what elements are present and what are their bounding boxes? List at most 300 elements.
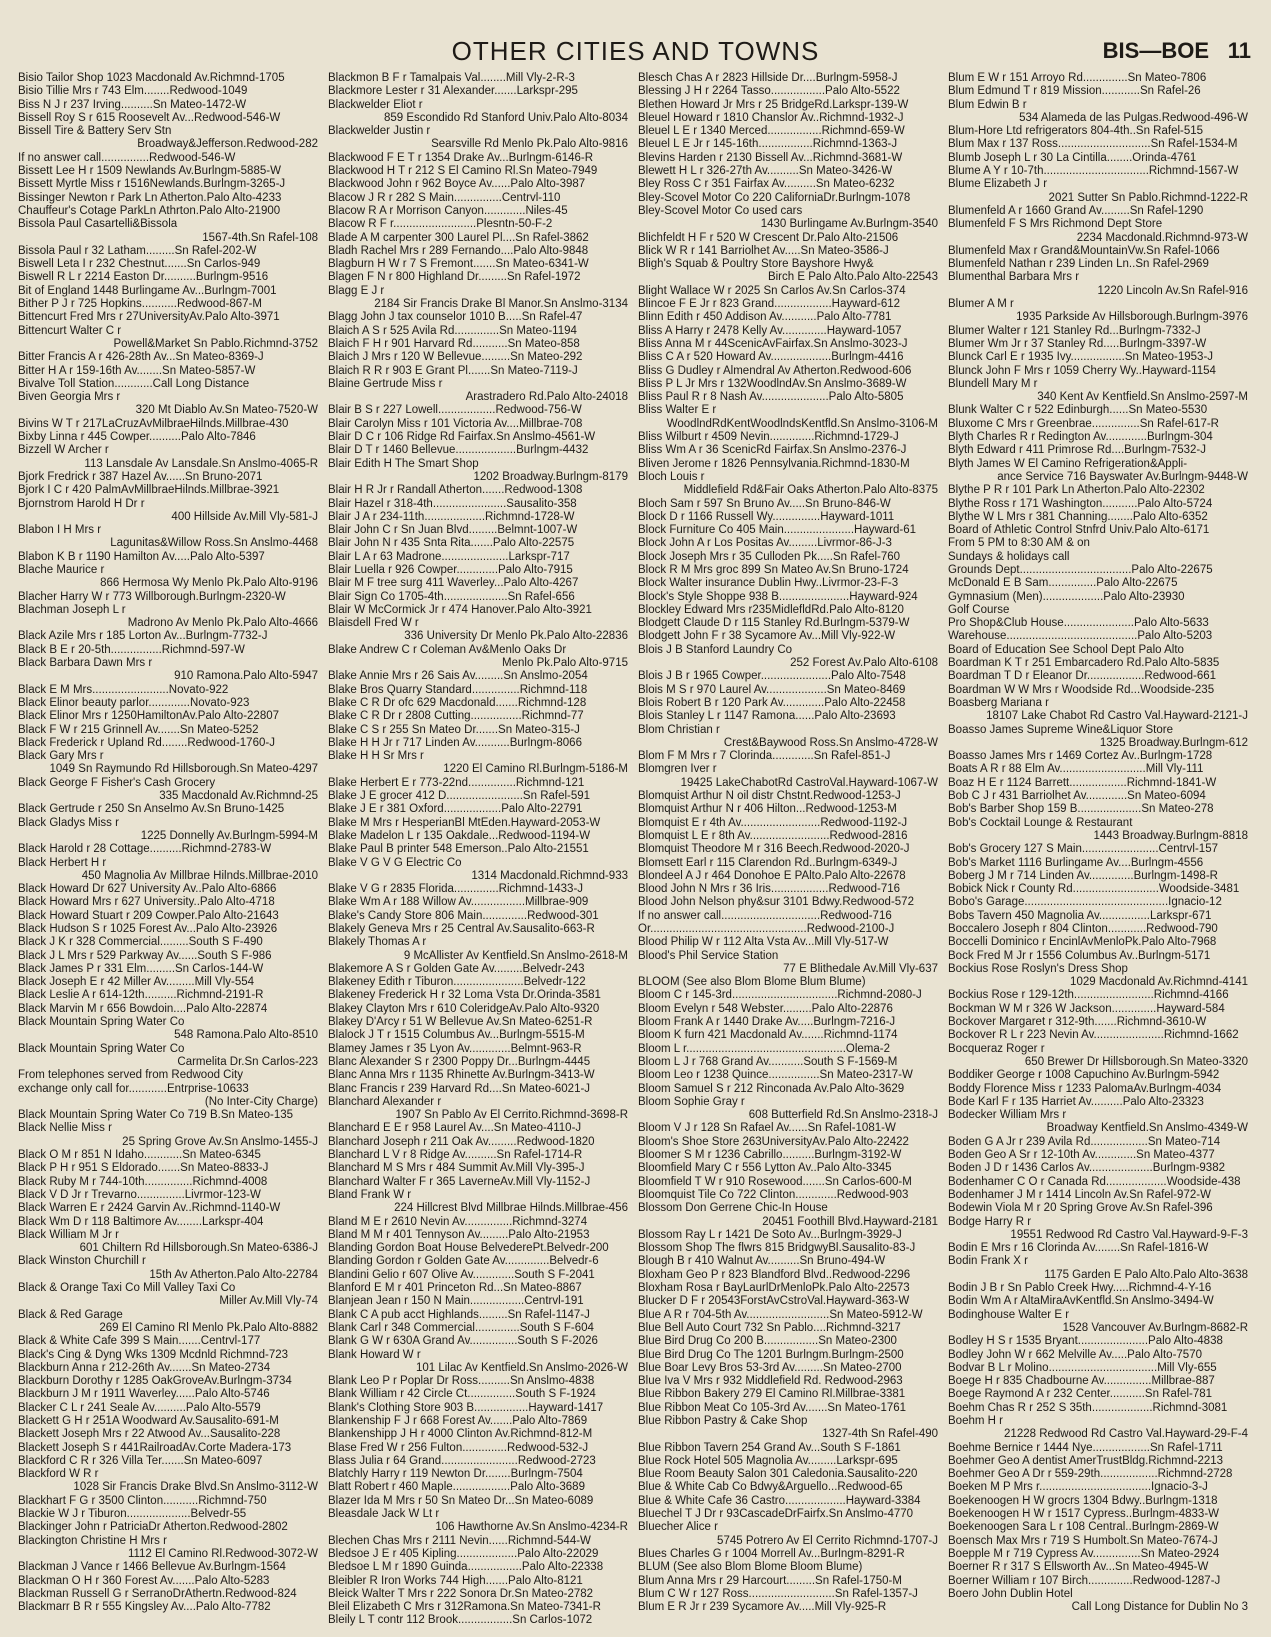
listing-entry: Bloom C r 145-3rd.................................Richmnd-2080-J bbox=[638, 989, 922, 1002]
listing-entry: Blake Andrew C r Coleman Av&Menlo Oaks Dr bbox=[328, 643, 567, 656]
listing-entry: Blanc Alexander S r 2300 Poppy Dr...Burlngm-4445 bbox=[328, 1055, 591, 1068]
listing-entry: Blade A M carpenter 300 Laurel Pl....Sn Rafel-3862 bbox=[328, 231, 589, 244]
listing-entry: Blue Ribbon Tavern 254 Grand Av...South S F-1861 bbox=[638, 1441, 901, 1454]
listing-entry: Boddiker George r 1008 Capuchino Av.Burlngm-5942 bbox=[948, 1069, 1220, 1082]
listing-entry: Boeken M P Mrs r...................................Ignacio-3-J bbox=[948, 1481, 1208, 1494]
listing-entry: Blake V G V G Electric Co bbox=[328, 856, 462, 869]
listing-entry: Blackett Joseph Mrs r 22 Atwood Av...Sausalito-228 bbox=[18, 1428, 281, 1441]
listing-entry: 1175 Garden E Palo Alto.Palo Alto-3638 bbox=[1044, 1268, 1248, 1281]
listing-entry: Blackford C R r 326 Villa Ter.......Sn Mateo-6097 bbox=[18, 1454, 263, 1467]
listing-entry: Bluechel T J Dr r 93CascadeDrFairfx.Sn Anslmo-4770 bbox=[638, 1508, 914, 1521]
listing-entry: Bob's Barber Shop 159 B....................Sn Mateo-278 bbox=[948, 803, 1214, 816]
listing-entry: Blois Robert B r 120 Park Av.............Palo Alto-22458 bbox=[638, 696, 906, 709]
listing-entry: Block's Style Shoppe 938 B......................Hayward-924 bbox=[638, 590, 918, 603]
listing-entry: Blank C A pub acct Highlands.........Sn Rafel-1147-J bbox=[328, 1308, 590, 1321]
listing-entry: Black & Red Garage bbox=[18, 1308, 123, 1321]
listing-entry: Blevins Harden r 2130 Bissell Av...Richmnd-3681-W bbox=[638, 151, 903, 164]
listing-entry: Block Joseph Mrs r 35 Culloden Pk.....Sn Rafel-760 bbox=[638, 550, 901, 563]
listing-entry: 18107 Lake Chabot Rd Castro Val.Hayward-2121-J bbox=[986, 710, 1248, 723]
listing-entry: Blanc Francis r 239 Harvard Rd....Sn Mateo-6021-J bbox=[328, 1082, 591, 1095]
listing-entry: 9 McAllister Av Kentfield.Sn Anslmo-2618-M bbox=[403, 949, 628, 962]
listing-entry: Black Joseph E r 42 Miller Av.........Mill Vly-554 bbox=[18, 976, 255, 989]
listing-entry: Blank's Clothing Store 903 B.................Hayward-1417 bbox=[328, 1401, 604, 1414]
listing-entry: (No Inter-City Charge) bbox=[204, 1095, 318, 1108]
listing-entry: Bland M E r 2610 Nevin Av...............Richmnd-3274 bbox=[328, 1215, 588, 1228]
listing-entry: Blockley Edward Mrs r235MidlefldRd.Palo Alto-8120 bbox=[638, 603, 904, 616]
listing-entry: Bleuel L E r 1340 Merced.................Richmnd-659-W bbox=[638, 125, 905, 138]
listing-entry: Black P H r 951 S Eldorado.......Sn Mateo-8833-J bbox=[18, 1162, 269, 1175]
listing-entry: Grounds Dept...................................Palo Alto-22675 bbox=[948, 563, 1213, 576]
listing-entry: Bodin Wm A r AltaMiraAvKentfld.Sn Anslmo-3494-W bbox=[948, 1295, 1214, 1308]
listing-entry: Bliss Paul R r 8 Nash Av.....................Palo Alto-5805 bbox=[638, 391, 904, 404]
listing-entry: Blewett H L r 326-27th Av..........Sn Mateo-3426-W bbox=[638, 165, 893, 178]
listing-entry: Blackinger John r PatriciaDr Atherton.Redwood-2802 bbox=[18, 1521, 288, 1534]
listing-entry: Blue Bird Drug Co The 1201 Burlngm.Burlngm-2500 bbox=[638, 1348, 904, 1361]
listing-entry: Bliss A Harry r 2478 Kelly Av..............Hayward-1057 bbox=[638, 324, 902, 337]
listing-entry: Boege Raymond A r 232 Center...........Sn Rafel-781 bbox=[948, 1388, 1213, 1401]
listing-entry: Blacow R F r..........................Plesntn-50-F-2 bbox=[328, 218, 553, 231]
listing-entry: Black Warren E r 2424 Garvin Av..Richmnd-1140-W bbox=[18, 1202, 281, 1215]
listing-entry: Bodley John W r 662 Melville Av.....Palo Alto-7570 bbox=[948, 1348, 1202, 1361]
listing-entry: Blake Madelon L r 135 Oakdale...Redwood-1194-W bbox=[328, 829, 591, 842]
listing-entry: Bodin E Mrs r 16 Clorinda Av........Sn Rafel-1816-W bbox=[948, 1242, 1209, 1255]
listing-entry: Black Howard Mrs r 627 University..Palo Alto-4718 bbox=[18, 896, 275, 909]
listing-entry: Boccelli Dominico r EncinlAvMenloPk.Palo Alto-7968 bbox=[948, 936, 1217, 949]
listing-entry: Black Howard Stuart r 209 Cowper.Palo Alto-21643 bbox=[18, 909, 279, 922]
listing-entry: 269 El Camino Rl Menlo Pk.Palo Alto-8882 bbox=[99, 1321, 318, 1334]
listing-entry: Blomquist E r 4th Av.........................Redwood-1192-J bbox=[638, 816, 908, 829]
listing-entry: 450 Magnolia Av Millbrae Hilnds.Millbrae-2010 bbox=[81, 869, 318, 882]
listing-entry: Blossom Ray L r 1421 De Soto Av...Burlngm-3929-J bbox=[638, 1228, 902, 1241]
listing-entry: Bockman W M r 326 W Jackson..............Hayward-584 bbox=[948, 1002, 1225, 1015]
listing-entry: Powell&Market Sn Pablo.Richmnd-3752 bbox=[113, 337, 318, 350]
listing-entry: Blair John C r Sn Juan Blvd.........Belmnt-1007-W bbox=[328, 524, 578, 537]
listing-entry: Black B E r 20-5th................Richmnd-597-W bbox=[18, 643, 245, 656]
listing-entry: Blom F M Mrs r 7 Clorinda.............Sn Rafel-851-J bbox=[638, 750, 891, 763]
listing-entry: Blythe P R r 101 Park Ln Atherton.Palo Alto-22302 bbox=[948, 484, 1205, 497]
listing-entry: Blythe Ross r 171 Washington...........Palo Alto-5724 bbox=[948, 497, 1213, 510]
listing-entry: WoodlndRdKentWoodlndsKentfld.Sn Anslmo-3106-M bbox=[666, 417, 938, 430]
listing-entry: Bodenhamer J M r 1414 Lincoln Av.Sn Rafel-972-W bbox=[948, 1188, 1211, 1201]
listing-entry: Blackmore Lester r 31 Alexander.......Larkspr-295 bbox=[328, 85, 578, 98]
listing-entry: Bodge Harry R r bbox=[948, 1215, 1032, 1228]
listing-entry: Bledsoe L M r 1890 Guinda.................Palo Alto-22338 bbox=[328, 1561, 604, 1574]
listing-entry: Crest&Baywood Ross.Sn Anslmo-4728-W bbox=[723, 736, 938, 749]
listing-entry: exchange only call for............Entrprise-10633 bbox=[18, 1082, 249, 1095]
listing-entry: Blacow J R r 282 S Main...............Centrvl-110 bbox=[328, 191, 561, 204]
listing-entry: Bittencurt Walter C r bbox=[18, 324, 122, 337]
listing-entry: Birch E Palo Alto.Palo Alto-22543 bbox=[767, 271, 938, 284]
listing-entry: Boehmer Geo A dentist AmerTrustBldg.Richmnd-2213 bbox=[948, 1454, 1224, 1467]
listing-entry: Black J L Mrs r 529 Parkway Av......South S F-986 bbox=[18, 949, 272, 962]
listing-entry: Bodinghouse Walter E r bbox=[948, 1308, 1070, 1321]
listing-entry: Black George F Fisher's Cash Grocery bbox=[18, 776, 216, 789]
listing-entry: Blacher Harry W r 773 Willborough.Burlngm-2320-W bbox=[18, 590, 286, 603]
listing-entry: Blackwood H T r 212 S El Camino Rl.Sn Mateo-7949 bbox=[328, 165, 598, 178]
listing-entry: 1935 Parkside Av Hillsborough.Burlngm-3976 bbox=[1016, 311, 1248, 324]
listing-entry: Blackburn Dorothy r 1285 OakGroveAv.Burlngm-3734 bbox=[18, 1375, 292, 1388]
listing-entry: Blight Wallace W r 2025 Sn Carlos Av.Sn Carlos-374 bbox=[638, 284, 906, 297]
listing-entry: Bloch Louis r bbox=[638, 470, 705, 483]
listing-entry: ance Service 716 Bayswater Av.Burlngm-9448-W bbox=[997, 470, 1248, 483]
listing-entry: Bissell Roy S r 615 Roosevelt Av...Redwood-546-W bbox=[18, 111, 281, 124]
listing-entry: Black Wm D r 118 Baltimore Av........Larkspr-404 bbox=[18, 1215, 264, 1228]
listing-entry: Black & Orange Taxi Co Mill Valley Taxi Co bbox=[18, 1282, 236, 1295]
listing-entry: Block Walter insurance Dublin Hwy..Livrmor-23-F-3 bbox=[638, 577, 899, 590]
listing-entry: Blake Paul B printer 548 Emerson..Palo Alto-21551 bbox=[328, 843, 589, 856]
listing-entry: Blackburn Anna r 212-26th Av.......Sn Mateo-2734 bbox=[18, 1361, 271, 1374]
listing-entry: Bittencurt Fred Mrs r 27UniversityAv.Palo Alto-3971 bbox=[18, 311, 280, 324]
listing-entry: Black V D Jr r Trevarno...............Livrmor-123-W bbox=[18, 1188, 261, 1201]
listing-entry: Blue Bell Auto Court 732 Sn Pablo....Richmnd-3217 bbox=[638, 1321, 901, 1334]
listing-entry: 2184 Sir Francis Drake Bl Manor.Sn Anslmo-3134 bbox=[374, 298, 628, 311]
listing-entry: Blair W McCormick Jr r 474 Hanover.Palo Alto-3921 bbox=[328, 603, 592, 616]
listing-entry: Block Furniture Co 405 Main......................Hayward-61 bbox=[638, 524, 917, 537]
listing-entry: 340 Kent Av Kentfield.Sn Anslmo-2597-M bbox=[1037, 391, 1248, 404]
listing-entry: Bissola Paul r 32 Latham.........Sn Rafel-202-W bbox=[18, 244, 257, 257]
listing-entry: Blunck John F Mrs r 1059 Cherry Wy..Hayward-1154 bbox=[948, 364, 1216, 377]
listing-entry: Blume Elizabeth J r bbox=[948, 178, 1048, 191]
listing-entry: Boehme Bernice r 1444 Nye..................Sn Rafel-1711 bbox=[948, 1441, 1223, 1454]
listing-entry: Bley Ross C r 351 Fairfax Av..........Sn Mateo-6232 bbox=[638, 178, 895, 191]
listing-entry: Bloom L J r 768 Grand Av...........South S F-1569-M bbox=[638, 1055, 898, 1068]
listing-entry: Blois Stanley L r 1147 Ramona......Palo Alto-23693 bbox=[638, 710, 896, 723]
listing-entry: 601 Chiltern Rd Hillsborough.Sn Mateo-6386-J bbox=[79, 1242, 318, 1255]
listing-entry: Blumenthal Barbara Mrs r bbox=[948, 271, 1080, 284]
listing-entry: Boasso James Supreme Wine&Liquor Store bbox=[948, 723, 1173, 736]
listing-entry: Bloom Evelyn r 548 Webster.........Palo Alto-22876 bbox=[638, 1002, 893, 1015]
listing-entry: McDonald E B Sam...............Palo Alto-22675 bbox=[948, 577, 1178, 590]
listing-entry: Bodenhamer C O r Canada Rd...................Woodside-438 bbox=[948, 1175, 1241, 1188]
listing-entry: Blair John N r 435 Snta Rita.......Palo Alto-22575 bbox=[328, 537, 575, 550]
listing-entry: Bliss G Dudley r Almendral Av Atherton.Redwood-606 bbox=[638, 364, 912, 377]
listing-entry: Black Nellie Miss r bbox=[18, 1122, 112, 1135]
listing-entry: Blume A Y r 10-7th.................................Richmnd-1567-W bbox=[948, 165, 1239, 178]
listing-entry: Blank G W r 630A Grand Av...............South S F-2026 bbox=[328, 1335, 598, 1348]
listing-entry: Bodin Frank X r bbox=[948, 1255, 1028, 1268]
listing-entry: Blake C R Dr ofc 629 Macdonald.......Richmnd-128 bbox=[328, 696, 587, 709]
listing-entry: Blood John Nelson phy&sur 3101 Bdwy.Redwood-572 bbox=[638, 896, 914, 909]
listing-entry: Black James P r 331 Elm.........Sn Carlos-144-W bbox=[18, 962, 264, 975]
listing-entry: Bley-Scovel Motor Co used cars bbox=[638, 204, 803, 217]
listing-entry: Blomsett Earl r 115 Clarendon Rd..Burlngm-6349-J bbox=[638, 856, 898, 869]
listing-entry: Boehm H r bbox=[948, 1414, 1003, 1427]
listing-entry: 650 Brewer Dr Hillsborough.Sn Mateo-3320 bbox=[1024, 1055, 1248, 1068]
listing-entry: Bloxham Rosa r BayLaurlDrMenloPk.Palo Alto-22573 bbox=[638, 1282, 910, 1295]
listing-entry: Bisio Tailor Shop 1023 Macdonald Av.Richmnd-1705 bbox=[18, 72, 285, 84]
listing-entry: Blough B r 410 Walnut Av..........Sn Bruno-494-W bbox=[638, 1255, 886, 1268]
listing-entry: Blake Annie Mrs r 26 Sais Av.........Sn Anslmo-2054 bbox=[328, 670, 588, 683]
listing-entry: Blagburn H W r 7 S Fremont.......Sn Mateo-6341-W bbox=[328, 258, 589, 271]
listing-entry: If no answer call...............................Redwood-716 bbox=[638, 909, 892, 922]
listing-entry: Blood Philip W r 112 Alta Vsta Av...Mill Vly-517-W bbox=[638, 936, 889, 949]
listing-entry: Blake H H Sr Mrs r bbox=[328, 750, 424, 763]
listing-entry: Bluecher Alice r bbox=[638, 1521, 718, 1534]
listing-entry: Biven Georgia Mrs r bbox=[18, 391, 121, 404]
listing-entry: Blatchly Harry r 119 Newton Dr........Burlngm-7504 bbox=[328, 1468, 583, 1481]
listing-entry: Broadway&Jefferson.Redwood-282 bbox=[137, 138, 318, 151]
listing-entry: Blackmon B F r Tamalpais Val........Mill Vly-2-R-3 bbox=[328, 72, 575, 84]
listing-entry: Bloom's Shoe Store 263UniversityAv.Palo Alto-22422 bbox=[638, 1135, 909, 1148]
listing-entry: Blair Carolyn Miss r 101 Victoria Av....Millbrae-708 bbox=[328, 417, 583, 430]
listing-entry: 15th Av Atherton.Palo Alto-22784 bbox=[149, 1268, 318, 1281]
listing-entry: Bland Frank W r bbox=[328, 1188, 412, 1201]
listing-entry: 1907 Sn Pablo Av El Cerrito.Richmnd-3698-R bbox=[395, 1109, 628, 1122]
listing-entry: Blackie W J r Tiburon....................Belvedr-55 bbox=[18, 1508, 247, 1521]
listing-entry: Blakely Thomas A r bbox=[328, 936, 427, 949]
listing-entry: Boehmer Geo A Dr r 559-29th..................Richmnd-2728 bbox=[948, 1468, 1233, 1481]
listing-entry: Call Long Distance for Dublin No 3 bbox=[1071, 1601, 1248, 1614]
listing-entry: Blois J B r 1965 Cowper......................Palo Alto-7548 bbox=[638, 670, 906, 683]
listing-entry: 1220 El Camino Rl.Burlngm-5186-M bbox=[443, 763, 628, 776]
listing-entry: Black Elinor Mrs r 1250HamiltonAv.Palo Alto-22807 bbox=[18, 710, 280, 723]
listing-entry: Blum E R Jr r 239 Sycamore Av.....Mill Vly-925-R bbox=[638, 1601, 887, 1614]
listing-entry: Bissell Tire & Battery Serv Stn bbox=[18, 125, 172, 138]
listing-entry: Blanchard Alexander r bbox=[328, 1095, 442, 1108]
listing-entry: Blair H R Jr r Randall Atherton.......Redwood-1308 bbox=[328, 484, 583, 497]
listing-entry: Blichfeldt H F r 520 W Crescent Dr.Palo Alto-21506 bbox=[638, 231, 899, 244]
listing-entry: 1202 Broadway.Burlngm-8179 bbox=[473, 470, 628, 483]
listing-entry: 2234 Macdonald.Richmnd-973-W bbox=[1076, 231, 1248, 244]
listing-entry: Blair J A r 234-11th...................Richmnd-1728-W bbox=[328, 510, 575, 523]
page-header bbox=[0, 28, 1271, 68]
listing-entry: Blechen Chas Mrs r 2111 Nevin......Richmnd-544-W bbox=[328, 1534, 591, 1547]
listing-entry: Blackman J Vance r 1466 Bellevue Av.Burlngm-1564 bbox=[18, 1561, 286, 1574]
listing-entry: Blacow R A r Morrison Canyon.............Niles-45 bbox=[328, 204, 568, 217]
listing-entry: Blum Anna Mrs r 29 Harcourt.........Sn Rafel-1750-M bbox=[638, 1574, 902, 1587]
listing-entry: 77 E Blithedale Av.Mill Vly-637 bbox=[783, 962, 938, 975]
listing-entry: Blass Julia r 64 Grand........................Redwood-2723 bbox=[328, 1454, 596, 1467]
listing-entry: Blundell Mary M r bbox=[948, 377, 1038, 390]
listing-entry: Blodgett Claude D r 115 Stanley Rd.Burlngm-5379-W bbox=[638, 617, 910, 630]
listing-entry: Board of Education See School Dept Palo Alto bbox=[948, 643, 1184, 656]
section-title: OTHER CITIES AND TOWNS bbox=[451, 36, 820, 66]
listing-entry: Blackmarr B R r 555 Kingsley Av....Palo Alto-7782 bbox=[18, 1601, 271, 1614]
listing-entry: Blanding Gordon Boat House BelvederePt.Belvedr-200 bbox=[328, 1242, 609, 1255]
listing-entry: 25 Spring Grove Av.Sn Anslmo-1455-J bbox=[122, 1135, 318, 1148]
listing-entry: 1028 Sir Francis Drake Blvd.Sn Anslmo-3112-W bbox=[73, 1481, 318, 1494]
listing-entry: Blood John N Mrs r 36 Iris..................Redwood-716 bbox=[638, 883, 901, 896]
listing-entry: Black Barbara Dawn Mrs r bbox=[18, 657, 153, 670]
listing-entry: Blyth James W El Camino Refrigeration&Appli- bbox=[948, 457, 1188, 470]
listing-entry: Boepple M r 719 Cypress Av...............Sn Mateo-2924 bbox=[948, 1547, 1220, 1560]
listing-entry: Blase Fred W r 256 Fulton..............Redwood-532-J bbox=[328, 1441, 589, 1454]
listing-entry: Or.................................................Redwood-2100-J bbox=[638, 923, 895, 935]
listing-entry: Blue Room Beauty Salon 301 Caledonia.Sausalito-220 bbox=[638, 1468, 918, 1481]
listing-entry: Blanchard Walter F r 365 LaverneAv.Mill Vly-1152-J bbox=[328, 1175, 591, 1188]
listing-entry: Blache Maurice r bbox=[18, 563, 105, 576]
listing-entry: Black Ruby M r 744-10th...............Richmnd-4008 bbox=[18, 1175, 268, 1188]
listing-entry: Bliss C A r 520 Howard Av...................Burlngm-4416 bbox=[638, 351, 904, 364]
listing-entry: Blodgett John F r 38 Sycamore Av...Mill Vly-922-W bbox=[638, 630, 896, 643]
listing-entry: Boardman W W Mrs r Woodside Rd...Woodside-235 bbox=[948, 683, 1215, 696]
listing-entry: Bley-Scovel Motor Co 220 CaliforniaDr.Burlngm-1078 bbox=[638, 191, 911, 204]
listing-entry: Boden Geo A Sr r 12-10th Av.............Sn Mateo-4377 bbox=[948, 1149, 1215, 1162]
listing-entry: Black Mountain Spring Water Co 719 B.Sn Mateo-135 bbox=[18, 1109, 294, 1122]
listing-entry: Bloom Leo r 1238 Quince................Sn Mateo-2317-W bbox=[638, 1069, 913, 1082]
listing-column-4 bbox=[948, 72, 1250, 1627]
listing-entry: Blum-Hore Ltd refrigerators 804-4th..Sn Rafel-515 bbox=[948, 125, 1204, 138]
listing-entry: Blank Leo P r Poplar Dr Ross..........Sn Anslmo-4838 bbox=[328, 1375, 595, 1388]
listing-entry: Blanchard E E r 958 Laurel Av....Sn Mateo-4110-J bbox=[328, 1122, 582, 1135]
listing-entry: Bodin J B r Sn Pablo Creek Hwy.....Richmnd-4-Y-16 bbox=[948, 1282, 1212, 1295]
listing-entry: Blabon I H Mrs r bbox=[18, 524, 102, 537]
listing-entry: Boats A R r 88 Elm Av...........................Mill Vly-111 bbox=[948, 763, 1204, 776]
listing-entry: Boehm Chas R r 252 S 35th...................Richmnd-3081 bbox=[948, 1401, 1228, 1414]
listing-entry: Blacker C L r 241 Seale Av..........Palo Alto-5579 bbox=[18, 1401, 261, 1414]
listing-entry: Bockius Rose Roslyn's Dress Shop bbox=[948, 962, 1128, 975]
listing-entry: Boden G A Jr r 239 Avila Rd..................Sn Mateo-714 bbox=[948, 1135, 1221, 1148]
listing-entry: Blue Bird Drug Co 200 B.................Sn Mateo-2300 bbox=[638, 1335, 897, 1348]
listing-entry: Blagg John J tax counselor 1010 B.....Sn Rafel-47 bbox=[328, 311, 583, 324]
listing-entry: Bleasdale Jack W Lt r bbox=[328, 1508, 440, 1521]
listing-entry: Bob's Market 1116 Burlingame Av....Burlngm-4556 bbox=[948, 856, 1204, 869]
listing-entry: Blue Iva V Mrs r 932 Middlefield Rd. Redwood-2963 bbox=[638, 1375, 903, 1388]
listing-entry: Blues Charles G r 1004 Morrell Av...Burlngm-8291-R bbox=[638, 1547, 905, 1560]
listing-entry: Bodewin Viola M r 20 Spring Grove Av.Sn Rafel-396 bbox=[948, 1202, 1213, 1215]
listing-entry: Middlefield Rd&Fair Oaks Atherton.Palo Alto-8375 bbox=[683, 484, 938, 497]
listing-entry: 320 Mt Diablo Av.Sn Mateo-7520-W bbox=[135, 404, 318, 417]
listing-entry: Blakemore A S r Golden Gate Av.........Belvedr-243 bbox=[328, 962, 585, 975]
listing-entry: Black Herbert H r bbox=[18, 856, 107, 869]
alpha-range: BIS—BOE bbox=[1102, 38, 1209, 63]
listing-entry: Blakey D'Arcy r 51 W Bellevue Av.Sn Mateo-6251-R bbox=[328, 1016, 593, 1029]
listing-entry: Blair L A r 63 Madrone.....................Larkspr-717 bbox=[328, 550, 570, 563]
listing-entry: Blumenfeld Max r Grand&MountainVw.Sn Rafel-1066 bbox=[948, 244, 1220, 257]
listing-entry: Blackman O H r 360 Forest Av.......Palo Alto-5283 bbox=[18, 1574, 270, 1587]
listing-entry: Blazer Ida M Mrs r 50 Sn Mateo Dr...Sn Mateo-6089 bbox=[328, 1494, 594, 1507]
listing-entry: Blyth Charles R r Redington Av.............Burlngm-304 bbox=[948, 431, 1213, 444]
listing-entry: Boaz H E r 1124 Barrett..................Richmnd-1841-W bbox=[948, 776, 1217, 789]
listing-entry: Blake's Candy Store 806 Main..............Redwood-301 bbox=[328, 909, 599, 922]
listing-column-1 bbox=[18, 72, 320, 1627]
listing-entry: Blake J E grocer 412 D........................Sn Rafel-591 bbox=[328, 790, 591, 803]
listing-entry: Blair M F tree surg 411 Waverley...Palo Alto-4267 bbox=[328, 577, 579, 590]
listing-entry: Bliss Anna M r 44ScenicAvFairfax.Sn Anslmo-3023-J bbox=[638, 337, 908, 350]
listing-entry: 1225 Donnelly Av.Burlngm-5994-M bbox=[140, 829, 318, 842]
listing-entry: Blaich J Mrs r 120 W Bellevue.........Sn Mateo-292 bbox=[328, 351, 583, 364]
listing-entry: 534 Alameda de las Pulgas.Redwood-496-W bbox=[1019, 111, 1248, 124]
listing-columns bbox=[18, 72, 1258, 1627]
listing-entry: 101 Lilac Av Kentfield.Sn Anslmo-2026-W bbox=[415, 1361, 628, 1374]
listing-entry: Blackman Russell G r SerranoDrAthertn.Redwood-824 bbox=[18, 1587, 297, 1600]
listing-entry: Blunck Carl E r 1935 Ivy.................Sn Mateo-1953-J bbox=[948, 351, 1214, 364]
listing-entry: Blumer Wm Jr r 37 Stanley Rd.....Burlngm-3397-W bbox=[948, 337, 1207, 350]
listing-entry: Blaich F H r 901 Harvard Rd...........Sn Mateo-858 bbox=[328, 337, 580, 350]
listing-entry: Bjork I C r 420 PalmAvMillbraeHilnds.Millbrae-3921 bbox=[18, 484, 280, 497]
listing-entry: Blanjean Jean r 150 N Main.................Centrvl-191 bbox=[328, 1295, 584, 1308]
listing-entry: Boasso James Mrs r 1469 Cortez Av..Burlngm-1728 bbox=[948, 750, 1213, 763]
listing-entry: Bockover R L r 223 Nevin Av......................Richmnd-1662 bbox=[948, 1029, 1239, 1042]
listing-entry: Boccalero Joseph r 804 Clinton............Redwood-790 bbox=[948, 923, 1218, 935]
listing-entry: Blank Howard W r bbox=[328, 1348, 421, 1361]
listing-entry: 400 Hillside Av.Mill Vly-581-J bbox=[171, 510, 318, 523]
listing-entry: Black O M r 851 N Idaho............Sn Mateo-6345 bbox=[18, 1149, 261, 1162]
listing-entry: Bobo's Garage.............................................Ignacio-12 bbox=[948, 896, 1222, 909]
listing-entry: Bleuel Howard r 1810 Chanslor Av..Richmnd-1932-J bbox=[638, 111, 904, 124]
listing-column-2 bbox=[328, 72, 630, 1627]
listing-entry: Blakely Geneva Mrs r 25 Central Av.Sausalito-663-R bbox=[328, 923, 595, 935]
listing-entry: Blethen Howard Jr Mrs r 25 BridgeRd.Larkspr-139-W bbox=[638, 98, 909, 111]
listing-entry: 224 Hillcrest Blvd Millbrae Hilnds.Millbrae-456 bbox=[394, 1202, 628, 1215]
listing-entry: Blinn Edith r 450 Addison Av...........Palo Alto-7781 bbox=[638, 311, 892, 324]
listing-entry: Blue Ribbon Bakery 279 El Camino Rl.Millbrae-3381 bbox=[638, 1388, 906, 1401]
listing-entry: Black Winston Churchill r bbox=[18, 1255, 146, 1268]
listing-entry: Bloch Sam r 597 Sn Bruno Av.....Sn Bruno-846-W bbox=[638, 497, 891, 510]
listing-entry: Bland M M r 401 Tennyson Av.........Palo Alto-21953 bbox=[328, 1228, 590, 1241]
listing-entry: Bladh Rachel Mrs r 289 Fernando....Palo Alto-9848 bbox=[328, 244, 589, 257]
listing-entry: Blake Herbert E r 773-22nd...............Richmnd-121 bbox=[328, 776, 585, 789]
listing-entry: Blue Rock Hotel 505 Magnolia Av.........Larkspr-695 bbox=[638, 1454, 898, 1467]
listing-entry: Bodecker William Mrs r bbox=[948, 1109, 1067, 1122]
listing-entry: Boden J D r 1436 Carlos Av....................Burlngm-9382 bbox=[948, 1162, 1225, 1175]
listing-entry: Blue & White Cab Co Bdwy&Arguello...Redwood-65 bbox=[638, 1481, 903, 1494]
listing-entry: Blessing J H r 2264 Tasso.................Palo Alto-5522 bbox=[638, 85, 900, 98]
listing-entry: Blakeney Edith r Tiburon......................Belvedr-122 bbox=[328, 976, 586, 989]
listing-entry: Bivins W T r 217LaCruzAvMilbraeHilnds.Millbrae-430 bbox=[18, 417, 289, 430]
listing-entry: Bitter Francis A r 426-28th Av...Sn Mateo-8369-J bbox=[18, 351, 264, 364]
listing-entry: 5745 Potrero Av El Cerrito Richmnd-1707-J bbox=[717, 1534, 938, 1547]
listing-entry: Bissola Paul Casartelli&Bissola bbox=[18, 218, 178, 231]
listing-entry: Menlo Pk.Palo Alto-9715 bbox=[502, 657, 628, 670]
listing-entry: Blagg E J r bbox=[328, 284, 385, 297]
listing-entry: Blue Ribbon Pastry & Cake Shop bbox=[638, 1414, 808, 1427]
listing-entry: 1327-4th Sn Rafel-490 bbox=[822, 1428, 938, 1441]
listing-entry: 19551 Redwood Rd Castro Val.Hayward-9-F-3 bbox=[1010, 1228, 1248, 1241]
listing-entry: Black Frederick r Upland Rd........Redwood-1760-J bbox=[18, 736, 275, 749]
listing-entry: Blagen F N r 800 Highland Dr.........Sn Rafel-1972 bbox=[328, 271, 581, 284]
listing-entry: Chauffeur's Cotage ParkLn Athrton.Palo Alto-21900 bbox=[18, 204, 281, 217]
listing-entry: 20451 Foothill Blvd.Hayward-2181 bbox=[762, 1215, 938, 1228]
listing-entry: Bloomfield T W r 910 Rosewood.......Sn Carlos-600-M bbox=[638, 1175, 912, 1188]
listing-entry: Blum E W r 151 Arroyo Rd..............Sn Mateo-7806 bbox=[948, 72, 1207, 84]
listing-entry: Bitter H A r 159-16th Av........Sn Mateo-5857-W bbox=[18, 364, 256, 377]
listing-entry: Blatt Robert r 460 Maple..................Palo Alto-3689 bbox=[328, 1481, 585, 1494]
listing-entry: Black Azile Mrs r 185 Lorton Av...Burlngm-7732-J bbox=[18, 630, 268, 643]
listing-entry: Bloom Samuel S r 212 Rinconada Av.Palo Alto-3629 bbox=[638, 1082, 905, 1095]
listing-entry: Boero John Dublin Hotel bbox=[948, 1587, 1073, 1600]
listing-entry: Bloom V J r 128 Sn Rafael Av......Sn Rafel-1081-W bbox=[638, 1122, 896, 1135]
listing-entry: Blum Edmund T r 819 Mission............Sn Rafel-26 bbox=[948, 85, 1201, 98]
listing-entry: Blake C R Dr r 2808 Cutting................Richmnd-77 bbox=[328, 710, 584, 723]
listing-entry: Sundays & holidays call bbox=[948, 550, 1070, 563]
listing-entry: Blumenfeld Nathan r 239 Linden Ln..Sn Rafel-2969 bbox=[948, 258, 1209, 271]
listing-entry: Bissinger Newton r Park Ln Atherton.Palo Alto-4233 bbox=[18, 191, 282, 204]
listing-entry: 336 University Dr Menlo Pk.Palo Alto-22836 bbox=[404, 630, 628, 643]
listing-entry: Blood's Phil Service Station bbox=[638, 949, 779, 962]
listing-entry: Black F W r 215 Grinnell Av.......Sn Mateo-5252 bbox=[18, 723, 259, 736]
listing-entry: Blue & White Cafe 36 Castro...................Hayward-3384 bbox=[638, 1494, 921, 1507]
listing-entry: Biss N J r 237 Irving..........Sn Mateo-1472-W bbox=[18, 98, 247, 111]
listing-entry: Blaine Gertrude Miss r bbox=[328, 377, 443, 390]
listing-entry: Bobick Nick r County Rd...........................Woodside-3481 bbox=[948, 883, 1240, 896]
listing-entry: Boekenoogen Sara L r 108 Central..Burlngm-2869-W bbox=[948, 1521, 1219, 1534]
listing-entry: Bodvar B L r Molino..................................Mill Vly-655 bbox=[948, 1361, 1217, 1374]
listing-entry: 1220 Lincoln Av.Sn Rafel-916 bbox=[1097, 284, 1248, 297]
listing-entry: Blakey Clayton Mrs r 610 ColeridgeAv.Palo Alto-9320 bbox=[328, 1002, 600, 1015]
listing-entry: 1443 Broadway.Burlngm-8818 bbox=[1093, 829, 1248, 842]
listing-entry: 859 Escondido Rd Stanford Univ.Palo Alto-8034 bbox=[384, 111, 628, 124]
listing-entry: Black E M Mrs........................Novato-922 bbox=[18, 683, 229, 696]
listing-entry: Blake Wm A r 188 Willow Av.................Millbrae-909 bbox=[328, 896, 589, 909]
listing-entry: Black's Cing & Dyng Wks 1309 Mcdnld Richmnd-723 bbox=[18, 1348, 289, 1361]
listing-entry: Blois J B Stanford Laundry Co bbox=[638, 643, 793, 656]
listing-entry: Blake M Mrs r HesperianBl MtEden.Hayward-2053-W bbox=[328, 816, 601, 829]
listing-entry: Bode Karl F r 135 Harriet Av..........Palo Alto-23323 bbox=[948, 1095, 1204, 1108]
listing-entry: Boerner R r 317 S Ellsworth Av...Sn Mateo-4945-W bbox=[948, 1561, 1209, 1574]
listing-entry: Blachman Joseph L r bbox=[18, 603, 126, 616]
listing-entry: 866 Hermosa Wy Menlo Pk.Palo Alto-9196 bbox=[100, 577, 318, 590]
